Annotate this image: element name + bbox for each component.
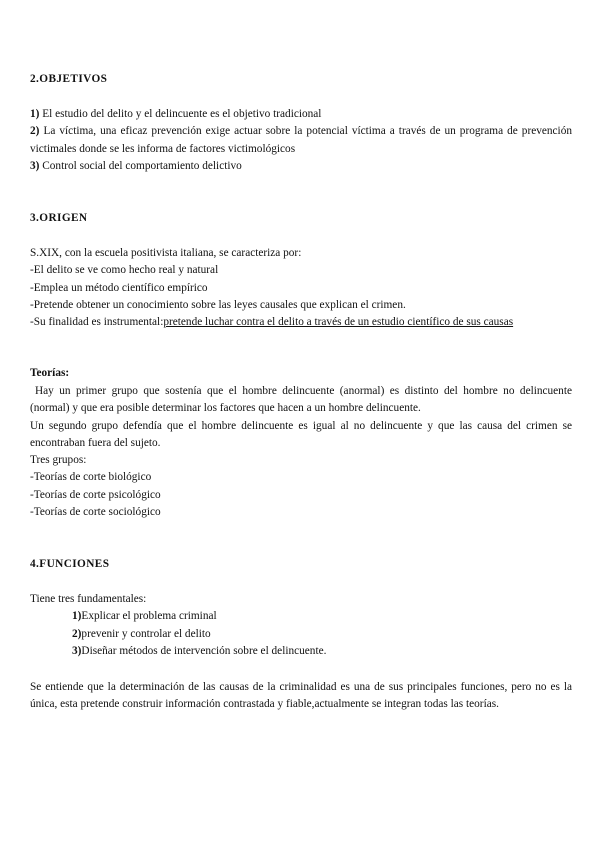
underlined-text: pretende luchar contra el delito a través de un estudio científico de sus causas xyxy=(163,316,514,329)
objetivos-list xyxy=(30,106,572,175)
list-item: 3) Control social del comportamiento delictivo xyxy=(30,159,242,172)
section-heading-funciones: 4.FUNCIONES xyxy=(30,558,110,570)
list-item: 1)Explicar el problema criminal xyxy=(72,610,217,623)
list-item: 2)prevenir y controlar el delito xyxy=(72,627,211,640)
list-item: -Teorías de corte psicológico xyxy=(30,488,161,501)
funciones-block xyxy=(30,591,572,660)
teorias-paragraph-2: Un segundo grupo defendía que el hombre delincuente es igual al no delincuente y que las causa del crimen se encontraban fuera del sujeto. xyxy=(30,419,572,449)
list-item: -Pretende obtener un conocimiento sobre las leyes causales que explican el crimen. xyxy=(30,298,406,311)
teorias-paragraph-1: Hay un primer grupo que sostenía que el hombre delincuente (anormal) es distinto del hombre no delincuente (normal) y que era posible determinar los factores que hacen a un hombre delincuente. xyxy=(30,385,572,415)
list-item: -El delito se ve como hecho real y natural xyxy=(30,264,219,277)
funciones-intro: Tiene tres fundamentales: xyxy=(30,593,147,605)
origen-block xyxy=(30,245,572,331)
origen-intro: S.XIX, con la escuela positivista italiana, se caracteriza por: xyxy=(30,247,302,259)
item-number: 3) xyxy=(72,644,82,657)
list-item: -Emplea un método científico empírico xyxy=(30,281,208,294)
list-item: 2) La víctima, una eficaz prevención exige actuar sobre la potencial víctima a través de un programa de prevención victimales donde se les informa de factores victimológicos xyxy=(30,125,572,155)
list-item: 3)Diseñar métodos de intervención sobre el delincuente. xyxy=(72,644,327,657)
list-item: -Teorías de corte biológico xyxy=(30,471,152,484)
list-item: -Teorías de corte sociológico xyxy=(30,506,161,519)
item-number: 2) xyxy=(30,125,40,138)
item-number: 3) xyxy=(30,159,40,172)
item-number: 1) xyxy=(72,610,82,623)
teorias-block xyxy=(30,383,572,521)
item-number: 2) xyxy=(72,627,82,640)
list-item: 1) El estudio del delito y el delincuente es el objetivo tradicional xyxy=(30,108,322,120)
list-item: -Su finalidad es instrumental:pretende luchar contra el delito a través de un estudio científico de sus causas xyxy=(30,316,514,329)
item-number: 1) xyxy=(30,108,40,120)
closing-block xyxy=(30,679,572,714)
tres-grupos-label: Tres grupos: xyxy=(30,454,87,467)
closing-paragraph: Se entiende que la determinación de las causas de la criminalidad es una de sus principales funciones, pero no es la única, esta pretende construir información contrastada y fiable,actualmente se integran todas las teorías. xyxy=(30,681,572,711)
section-heading-origen: 3.ORIGEN xyxy=(30,212,88,224)
section-heading-objetivos: 2.OBJETIVOS xyxy=(30,73,108,85)
teorias-heading: Teorías: xyxy=(30,367,70,379)
